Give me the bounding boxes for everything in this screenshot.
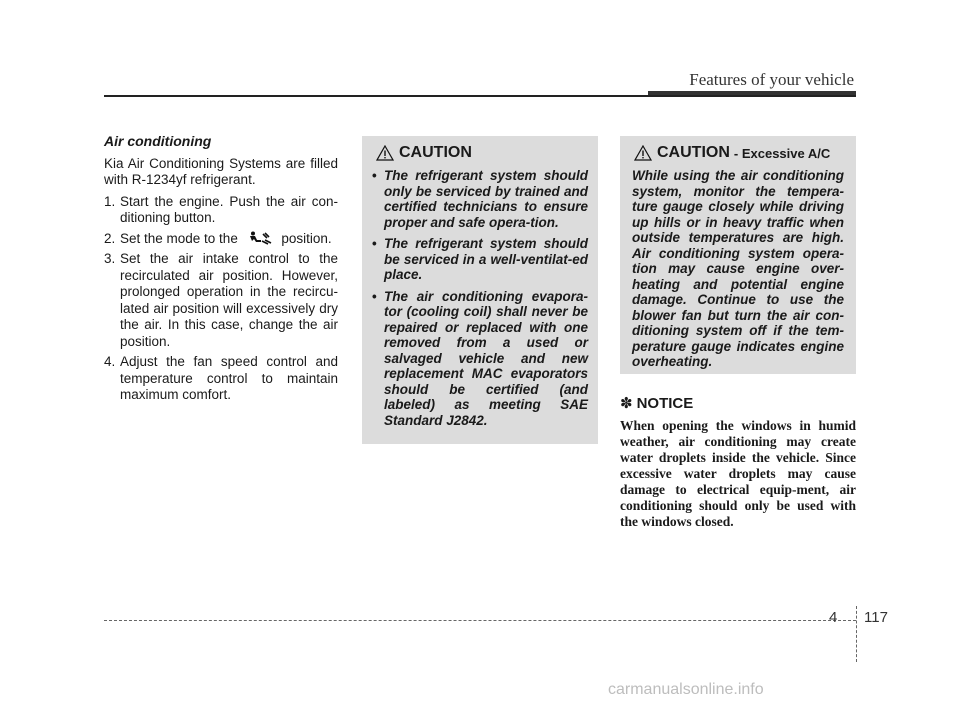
- caution-item: [372, 289, 588, 429]
- bullet: •: [372, 288, 377, 304]
- caution-list: [372, 168, 588, 428]
- caution-box-excessive-ac: [620, 136, 856, 374]
- step-number: 1.: [104, 193, 116, 209]
- bullet: •: [372, 168, 377, 183]
- caution-box-refrigerant: [362, 136, 598, 444]
- caution-text: While using the air conditioning system, monitor the tempera-ture gauge closely while driving up hills or in heavy traffic when outside temperatures are high. Air conditioning system opera-tion may cause engine over-heating and potential engine damage. Continue to use the blower fan but turn the air con-ditioning system off if the tem-perature gauge indicates engine overheating.: [632, 168, 844, 369]
- step-text: Start the engine. Push the air con-ditioning button.: [120, 193, 338, 225]
- caution-heading: CAUTION: [657, 144, 730, 161]
- notice-title: NOTICE: [636, 394, 694, 412]
- page-header-title: Features of your vehicle: [689, 70, 854, 89]
- floor-vent-icon: [245, 231, 275, 245]
- chapter-number: 4: [829, 609, 838, 626]
- caution-item: [372, 168, 588, 230]
- step-item: [104, 231, 338, 248]
- step-number: 2.: [104, 230, 116, 246]
- step-item: [104, 251, 338, 350]
- steps-list: [104, 194, 338, 404]
- caution-item-text: The air conditioning evapora-tor (cooling coil) shall never be repaired or replaced with one removed from a used or salvaged vehicle and new replacement MAC evaporators should be certified (and labeled) as meeting SAE Standard J2842.: [384, 288, 588, 428]
- caution-item-text: The refrigerant system should be serviced in a well-ventilat-ed place.: [384, 236, 588, 282]
- caution-item-text: The refrigerant system should only be serviced by trained and certified technicians to ensure proper and safe opera-tion.: [384, 168, 588, 230]
- footer-divider: [856, 606, 857, 662]
- section-heading: Air conditioning: [104, 133, 212, 149]
- step-text-before: Set the mode to the: [120, 230, 238, 246]
- bullet: •: [372, 236, 377, 251]
- step-text: [120, 231, 338, 248]
- caution-title: [376, 144, 588, 162]
- step-text: Set the air intake control to the recirculated air position. However, prolonged operation in the recircu-lated air position will excessively dry the air. In this case, change the air position.: [120, 251, 338, 349]
- caution-subheading: - Excessive A/C: [733, 145, 831, 161]
- step-text-after: position.: [281, 230, 332, 246]
- header-rule: [104, 95, 856, 97]
- notice-heading: [620, 394, 856, 412]
- watermark: carmanualsonline.info: [608, 681, 764, 698]
- notice-star-icon: ✽: [620, 395, 633, 412]
- step-number: 3.: [104, 251, 116, 266]
- caution-item: [372, 236, 588, 283]
- notice-text: When opening the windows in humid weather, air conditioning may create water droplets inside the vehicle. Since excessive water droplets may cause damage to electrical equip-ment, air conditioning should only be used with the windows closed.: [620, 418, 856, 529]
- air-conditioning-section: [104, 133, 338, 408]
- warning-triangle-icon: [634, 145, 652, 161]
- footer-rule: [104, 620, 856, 621]
- step-text: Adjust the fan speed control and temperature control to maintain maximum comfort.: [120, 354, 338, 402]
- caution-title: [634, 144, 846, 162]
- step-item: [104, 194, 338, 227]
- notice-section: [620, 394, 856, 530]
- step-number: 4.: [104, 354, 116, 369]
- step-item: [104, 354, 338, 404]
- page-number: 117: [864, 609, 888, 626]
- section-intro: Kia Air Conditioning Systems are filled with R-1234yf refrigerant.: [104, 155, 338, 187]
- caution-heading: CAUTION: [399, 144, 472, 161]
- warning-triangle-icon: [376, 145, 394, 161]
